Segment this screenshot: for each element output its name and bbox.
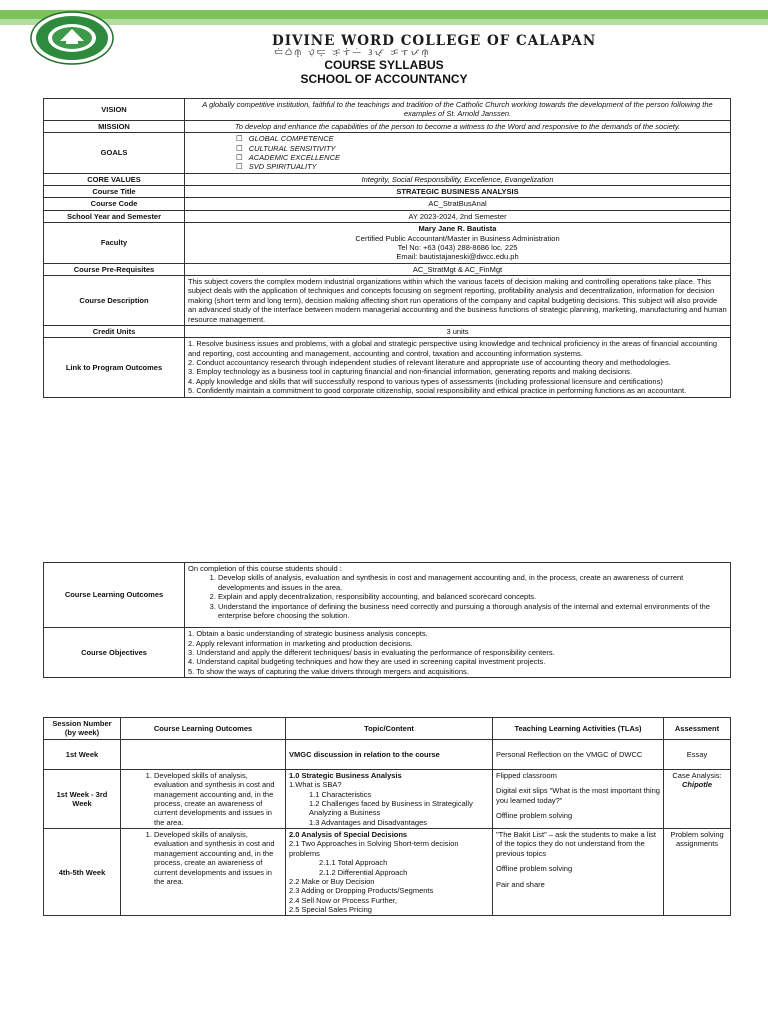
col-header-clo: Course Learning Outcomes xyxy=(121,718,286,740)
goals-label: GOALS xyxy=(44,133,185,174)
credit-units-value: 3 units xyxy=(185,325,731,337)
program-outcome-item: 5. Confidently maintain a commitment to good corporate citizenship, social responsibility and ethical practice in performing functions as an accountant. xyxy=(188,386,687,396)
prereq-value: AC_StratMgt & AC_FinMgt xyxy=(185,263,731,275)
description-text: This subject covers the complex modern industrial organizations within which the various facets of decision making and controlling operations take place. This subject deals with the application of techniques and concepts focusing on segment reporting, profitability analysis and decentralization, information for decision making (short term and long term), decision making affecting short run operations of the company and capital budgeting decisions. This subject will also provide an advanced study of the interface between modern managerial accounting and the business functions of strategic planning, marketing, manufacturing and human resource management. xyxy=(185,276,731,326)
core-values-text: Integrity, Social Responsibility, Excellence, Evangelization xyxy=(185,173,731,185)
description-label: Course Description xyxy=(44,276,185,326)
vision-label: VISION xyxy=(44,99,185,121)
mission-label: MISSION xyxy=(44,120,185,132)
mission-text: To develop and enhance the capabilities of the person to become a witness to the Word and responsive to the demands of the society. xyxy=(185,120,731,132)
clo-intro: On completion of this course students should : xyxy=(188,564,342,573)
header-band-light xyxy=(0,19,768,25)
tla-item: Offline problem solving xyxy=(496,810,573,820)
course-code-label: Course Code xyxy=(44,198,185,210)
col-header-assessment: Assessment xyxy=(664,718,731,740)
program-outcome-item: 1. Resolve business issues and problems, with a global and strategic perspective using knowledge and technical proficiency in the areas of financial accounting and reporting, cost accounting and management, accounting and control, taxation and accounting information systems. xyxy=(188,339,718,358)
tla-item: Pair and share xyxy=(496,879,545,889)
session-assessment xyxy=(664,769,731,828)
goals-list-cell xyxy=(185,133,731,174)
faculty-info xyxy=(185,223,731,264)
clo-label: Course Learning Outcomes xyxy=(44,563,185,628)
table-row xyxy=(44,769,731,828)
topic-title: 2.0 Analysis of Special Decisions xyxy=(289,830,408,839)
topic-item: 1.3 Advantages and Disadvantages xyxy=(309,817,428,827)
tla-item: Digital exit slips "What is the most important thing you learned today?" xyxy=(496,786,660,805)
faculty-email: Email: bautistajaneski@dwcc.edu.ph xyxy=(396,252,519,262)
clo-list xyxy=(124,771,282,827)
session-clo xyxy=(121,739,286,769)
col-header-session: Session Number (by week) xyxy=(44,718,121,740)
school-year-label: School Year and Semester xyxy=(44,210,185,222)
table-row xyxy=(44,186,731,198)
program-outcomes-list xyxy=(185,338,731,397)
session-tla: Personal Reflection on the VMGC of DWCC xyxy=(493,739,664,769)
faculty-phone: Tel No: +63 (043) 288-8686 loc. 225 xyxy=(397,242,518,252)
faculty-label: Faculty xyxy=(44,223,185,264)
topic-item: 2.4 Sell Now or Process Further, xyxy=(289,895,397,905)
table-row xyxy=(44,563,731,628)
table-row xyxy=(44,829,731,916)
table-header-row xyxy=(44,718,731,740)
objective-item: 5. To show the ways of capturing the value drivers through mergers and acquisitions. xyxy=(188,666,469,676)
session-assessment: Problem solving assignments xyxy=(664,829,731,916)
table-row xyxy=(44,133,731,174)
prereq-label: Course Pre-Requisites xyxy=(44,263,185,275)
objectives-label: Course Objectives xyxy=(44,628,185,678)
table-row xyxy=(44,739,731,769)
topic-item: 1.2 Challenges faced by Business in Strategically Analyzing a Business xyxy=(309,798,473,818)
topic-item: 1.What is SBA? xyxy=(289,780,342,790)
table-row xyxy=(44,263,731,275)
clo-item: 2. Explain and apply decentralization, responsibility accounting, and balanced scorecard concepts. xyxy=(218,592,727,601)
table-row xyxy=(44,173,731,185)
clo-item: 1. Develop skills of analysis, evaluation and synthesis in cost and management accounting and, in the process, create an awareness of current developments and issues in the area. xyxy=(218,573,727,592)
clo-item: 3. Understand the importance of defining the business need correctly and pursuing a thorough analysis of the internal and external environments of the enterprise before choosing the solution. xyxy=(218,602,727,621)
session-tla xyxy=(493,829,664,916)
college-seal-icon xyxy=(30,11,114,65)
topic-item: 2.1.1 Total Approach xyxy=(319,858,388,868)
document-subtitle: SCHOOL OF ACCOUNTANCY xyxy=(300,72,468,86)
clo-list xyxy=(188,573,727,620)
program-outcome-item: 3. Employ technology as a business tool in capturing financial and non-financial information, generating reports and making decisions. xyxy=(188,367,633,377)
vision-text: A globally competitive institution, faithful to the teachings and tradition of the Catholic Church working towards the development of the person following the examples of St. Arnold Janssen. xyxy=(185,99,731,121)
tla-item: Offline problem solving xyxy=(496,864,573,874)
goal-item: ☐ SVD SPIRITUALITY xyxy=(236,162,727,171)
learning-outcomes-table xyxy=(43,562,731,678)
header-band-dark xyxy=(0,10,768,19)
topic-item: 2.2 Make or Buy Decision xyxy=(289,876,375,886)
topic-item: 2.3 Adding or Dropping Products/Segments xyxy=(289,886,434,896)
objective-item: 4. Understand capital budgeting techniques and how they are used in screening capital investment projects. xyxy=(188,657,546,667)
faculty-name: Mary Jane R. Bautista xyxy=(418,224,497,234)
topic-title: 1.0 Strategic Business Analysis xyxy=(289,770,402,780)
topic-item: 1.1 Characteristics xyxy=(309,789,372,799)
topic-item: 2.1 Two Approaches in Solving Short-term decision problems xyxy=(289,839,459,858)
objective-item: 1. Obtain a basic understanding of strategic business analysis concepts. xyxy=(188,629,428,639)
table-row xyxy=(44,120,731,132)
session-tla xyxy=(493,769,664,828)
session-assessment: Essay xyxy=(664,739,731,769)
tla-item: Flipped classroom xyxy=(496,770,557,780)
table-row xyxy=(44,628,731,678)
goal-item: ☐ ACADEMIC EXCELLENCE xyxy=(236,153,727,162)
college-name: DIVINE WORD COLLEGE OF CALAPAN xyxy=(272,33,597,49)
session-week: 4th-5th Week xyxy=(44,829,121,916)
course-title-label: Course Title xyxy=(44,186,185,198)
clo-item: 1. Developed skills of analysis, evaluation and synthesis in cost and management accounting and, in the process, create an awareness of current developments and issues in the area. xyxy=(154,771,282,827)
goal-item: ☐ CULTURAL SENSITIVITY xyxy=(236,144,727,153)
college-name-baybayin: ᜇᜒᜊᜒᜈ᜔ ᜏᜓᜇ᜔ ᜃᜓᜎᜒᜑᜒ ᜂᜉ᜔ ᜃᜎᜉᜈ᜔ xyxy=(274,48,431,58)
table-row xyxy=(44,223,731,264)
program-outcomes-label: Link to Program Outcomes xyxy=(44,338,185,397)
course-code-value: AC_StratBusAnal xyxy=(185,198,731,210)
clo-item: 1. Developed skills of analysis, evaluation and synthesis in cost and management accounting and, in the process, create an awareness of current developments and issues in the area. xyxy=(154,830,282,886)
objective-item: 2. Apply relevant information in marketing and production decisions. xyxy=(188,638,413,648)
session-week: 1st Week xyxy=(44,739,121,769)
core-values-label: CORE VALUES xyxy=(44,173,185,185)
col-header-topic: Topic/Content xyxy=(286,718,493,740)
document-title: COURSE SYLLABUS xyxy=(324,58,444,72)
table-row xyxy=(44,198,731,210)
session-week: 1st Week - 3rd Week xyxy=(44,769,121,828)
program-outcome-item: 4. Apply knowledge and skills that will successfully respond to various types of assessments (including professional licensure and certifications) xyxy=(188,376,663,386)
clo-cell xyxy=(185,563,731,628)
assessment-item: Case Analysis: xyxy=(672,770,722,780)
faculty-credentials: Certified Public Accountant/Master in Business Administration xyxy=(355,233,560,243)
session-topic: VMGC discussion in relation to the course xyxy=(286,739,493,769)
session-clo xyxy=(121,769,286,828)
table-row xyxy=(44,276,731,326)
col-header-tla: Teaching Learning Activities (TLAs) xyxy=(493,718,664,740)
clo-list xyxy=(124,830,282,886)
tla-item: "The Bakit List" – ask the students to make a list of the topics they do not understand from the previous topics xyxy=(496,830,656,858)
course-title-value: STRATEGIC BUSINESS ANALYSIS xyxy=(185,186,731,198)
goals-list xyxy=(188,134,727,172)
topic-item: 2.1.2 Differential Approach xyxy=(319,867,408,877)
table-row xyxy=(44,99,731,121)
assessment-case: Chipotle xyxy=(682,780,712,790)
table-row xyxy=(44,325,731,337)
objectives-cell xyxy=(185,628,731,678)
session-clo xyxy=(121,829,286,916)
credit-units-label: Credit Units xyxy=(44,325,185,337)
objective-item: 3. Understand and apply the different techniques/ basis in evaluating the performance of responsibility centers. xyxy=(188,648,555,657)
table-row xyxy=(44,338,731,397)
goal-item: ☐ GLOBAL COMPETENCE xyxy=(236,134,727,143)
session-topic xyxy=(286,829,493,916)
table-row xyxy=(44,210,731,222)
school-year-value: AY 2023-2024, 2nd Semester xyxy=(185,210,731,222)
course-info-table xyxy=(43,98,731,398)
topic-item: 2.5 Special Sales Pricing xyxy=(289,905,372,914)
session-topic xyxy=(286,769,493,828)
program-outcome-item: 2. Conduct accountancy research through independent studies of relevant literature and appropriate use of accounting theory and methodologies. xyxy=(188,358,671,367)
schedule-table xyxy=(43,717,731,916)
